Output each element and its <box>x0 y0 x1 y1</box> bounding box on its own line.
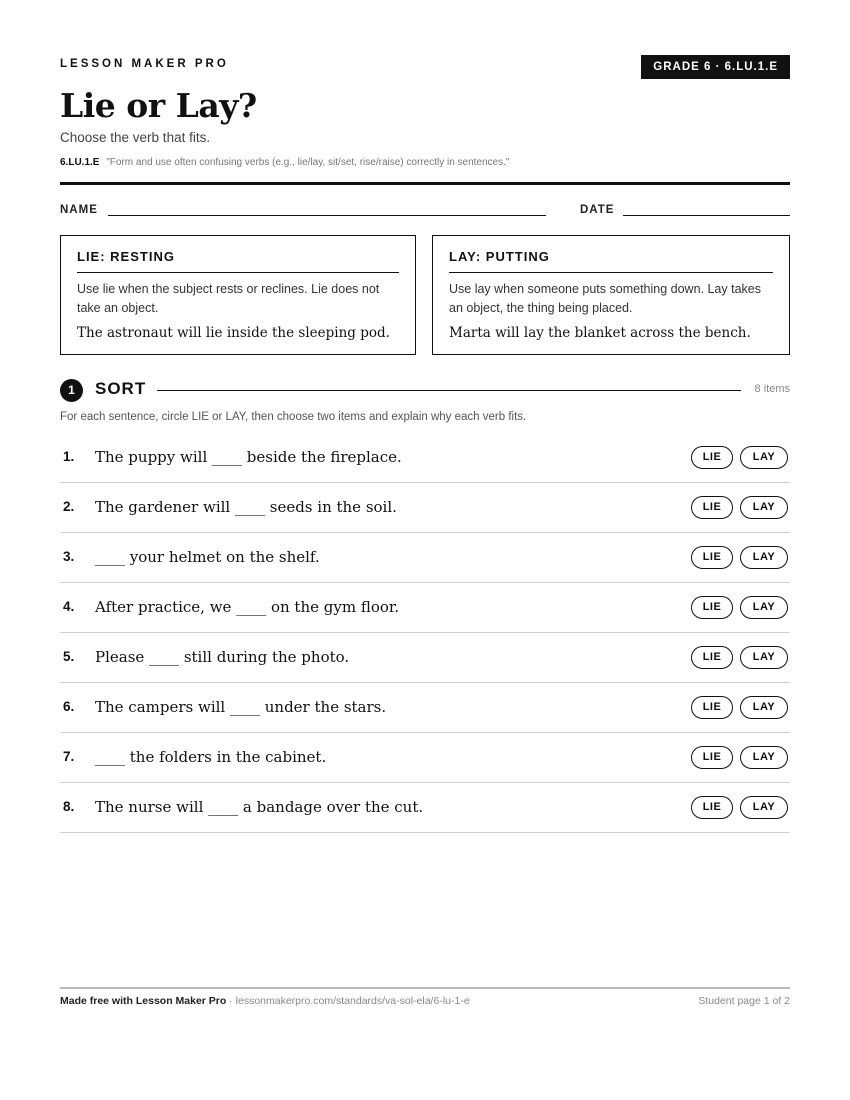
brand-name: LESSON MAKER PRO <box>60 58 229 70</box>
question-number: 3. <box>63 549 75 564</box>
question-text: The gardener will ____ seeds in the soil. <box>95 498 397 516</box>
standard-line <box>60 157 509 168</box>
question-row <box>60 783 790 833</box>
section-number-badge: 1 <box>60 379 83 402</box>
worksheet-page <box>60 0 790 1100</box>
footer-made-with: Made free with Lesson Maker Pro <box>60 995 227 1007</box>
worksheet-title: Lie or Lay? <box>60 86 257 125</box>
definition-text: Use lie when the subject rests or reclines. Lie does not take an object. <box>77 282 380 315</box>
question-text: After practice, we ____ on the gym floor. <box>95 598 400 616</box>
question-row <box>60 633 790 683</box>
section-instructions: For each sentence, circle LIE or LAY, then choose two items and explain why each verb fits. <box>60 411 527 423</box>
choice-lay-button[interactable]: LAY <box>740 446 788 469</box>
standard-code: 6.LU.1.E <box>60 157 100 168</box>
footer-divider <box>60 987 790 989</box>
choice-lie-button[interactable]: LIE <box>691 546 733 569</box>
choice-lay-button[interactable]: LAY <box>740 546 788 569</box>
question-row <box>60 433 790 483</box>
name-label: NAME <box>60 204 98 216</box>
question-number: 1. <box>63 449 75 464</box>
question-text: Please ____ still during the photo. <box>95 648 350 666</box>
definition-card-lay <box>432 235 790 355</box>
choice-lie-button[interactable]: LIE <box>691 746 733 769</box>
choice-lie-button[interactable]: LIE <box>691 796 733 819</box>
footer-page-number: Student page 1 of 2 <box>698 995 790 1007</box>
footer-url: · lessonmakerpro.com/standards/va-sol-ela/6-lu-1-e <box>226 995 470 1007</box>
choice-lie-button[interactable]: LIE <box>691 496 733 519</box>
question-number: 6. <box>63 699 75 714</box>
footer-credit <box>60 995 470 1007</box>
standard-text: "Form and use often confusing verbs (e.g., lie/lay, sit/set, rise/raise) correctly in sentences." <box>106 157 510 168</box>
definition-title: LAY: PUTTING <box>449 249 550 264</box>
definition-example: Marta will lay the blanket across the bench. <box>449 325 751 341</box>
choice-lay-button[interactable]: LAY <box>740 646 788 669</box>
item-count: 8 items <box>754 383 790 395</box>
choice-lay-button[interactable]: LAY <box>740 746 788 769</box>
grade-badge: GRADE 6 · 6.LU.1.E <box>641 55 790 79</box>
definition-card-lie <box>60 235 416 355</box>
choice-lay-button[interactable]: LAY <box>740 496 788 519</box>
definition-example: The astronaut will lie inside the sleeping pod. <box>77 325 390 341</box>
question-number: 7. <box>63 749 75 764</box>
question-number: 5. <box>63 649 75 664</box>
section-title: SORT <box>95 379 147 398</box>
question-text: The nurse will ____ a bandage over the cut. <box>95 798 424 816</box>
question-number: 2. <box>63 499 75 514</box>
question-text: The puppy will ____ beside the fireplace. <box>95 448 402 466</box>
worksheet-subtitle: Choose the verb that fits. <box>60 130 211 145</box>
date-label: DATE <box>580 204 615 216</box>
section-divider <box>157 390 741 391</box>
question-list <box>60 433 790 833</box>
definition-title: LIE: RESTING <box>77 249 175 264</box>
question-number: 8. <box>63 799 75 814</box>
question-number: 4. <box>63 599 75 614</box>
name-field[interactable] <box>108 215 546 216</box>
choice-lie-button[interactable]: LIE <box>691 696 733 719</box>
choice-lay-button[interactable]: LAY <box>740 796 788 819</box>
question-row <box>60 683 790 733</box>
definition-text: Use lay when someone puts something down. Lay takes an object, the thing being placed. <box>449 282 761 315</box>
choice-lay-button[interactable]: LAY <box>740 596 788 619</box>
choice-lie-button[interactable]: LIE <box>691 446 733 469</box>
definition-divider <box>77 272 399 273</box>
header-divider <box>60 182 790 185</box>
definition-divider <box>449 272 773 273</box>
question-text: The campers will ____ under the stars. <box>95 698 387 716</box>
question-row <box>60 583 790 633</box>
choice-lay-button[interactable]: LAY <box>740 696 788 719</box>
question-row <box>60 533 790 583</box>
question-row <box>60 483 790 533</box>
question-text: ____ your helmet on the shelf. <box>95 548 320 566</box>
question-text: ____ the folders in the cabinet. <box>95 748 327 766</box>
choice-lie-button[interactable]: LIE <box>691 596 733 619</box>
question-row <box>60 733 790 783</box>
date-field[interactable] <box>623 215 790 216</box>
choice-lie-button[interactable]: LIE <box>691 646 733 669</box>
